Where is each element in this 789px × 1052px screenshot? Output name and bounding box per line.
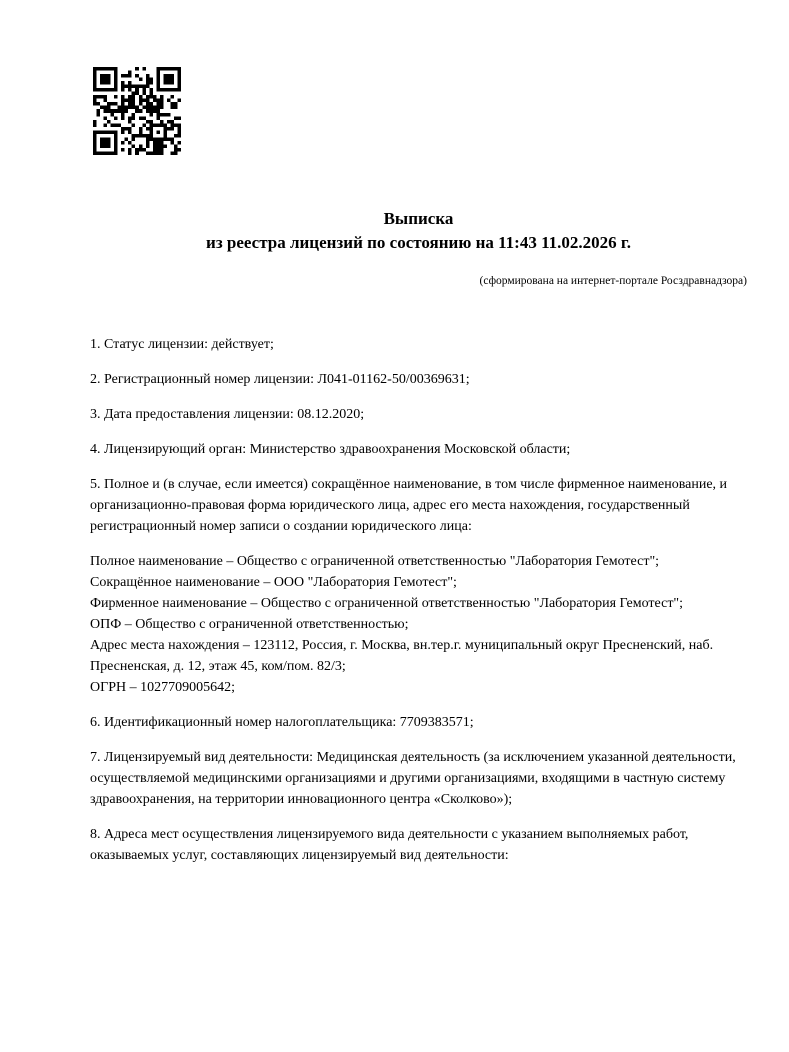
- entity-brand-name: Фирменное наименование – Общество с ограниченной ответственностью "Лаборатория Гемотест";: [90, 596, 684, 611]
- paragraph-activity-addresses: 8. Адреса мест осуществления лицензируемого вида деятельности с указанием выполняемых работ, оказываемых услуг, составляющих лицензируемый вид деятельности:: [90, 827, 689, 863]
- entity-details-block: [90, 551, 747, 698]
- generated-note: (сформирована на интернет-портале Росздравнадзора): [479, 275, 747, 287]
- paragraph-activity-type: 7. Лицензируемый вид деятельности: Медицинская деятельность (за исключением указанной деятельности, осуществляемой медицинскими организациями и другими организациями, входящими в частную систему здравоохранения, на территории инновационного центра «Сколково»);: [90, 750, 736, 807]
- entity-address: Адрес места нахождения – 123112, Россия, г. Москва, вн.тер.г. муниципальный округ Пресненский, наб. Пресненская, д. 12, этаж 45, ком/пом. 82/3;: [90, 638, 714, 674]
- entity-ogrn: ОГРН – 1027709005642;: [90, 680, 235, 695]
- title-line-2: из реестра лицензий по состоянию на 11:43 11.02.2026 г.: [206, 233, 631, 252]
- qr-code-icon: [93, 67, 181, 155]
- paragraph-registration-number: 2. Регистрационный номер лицензии: Л041-01162-50/00369631;: [90, 372, 470, 387]
- title-line-1: Выписка: [383, 209, 454, 228]
- paragraph-licensing-authority: 4. Лицензирующий орган: Министерство здравоохранения Московской области;: [90, 442, 571, 457]
- entity-short-name: Сокращённое наименование – ООО "Лаборатория Гемотест";: [90, 575, 457, 590]
- paragraph-entity-intro: 5. Полное и (в случае, если имеется) сокращённое наименование, в том числе фирменное наименование, и организационно-правовая форма юридического лица, адрес его места нахождения, государственный регистрационный номер записи о создании юридического лица:: [90, 477, 728, 534]
- paragraph-license-date: 3. Дата предоставления лицензии: 08.12.2020;: [90, 407, 365, 422]
- document-body: [90, 334, 747, 880]
- document-title: [90, 207, 747, 255]
- paragraph-license-status: 1. Статус лицензии: действует;: [90, 337, 274, 352]
- entity-full-name: Полное наименование – Общество с ограниченной ответственностью "Лаборатория Гемотест";: [90, 554, 660, 569]
- paragraph-inn: 6. Идентификационный номер налогоплательщика: 7709383571;: [90, 715, 474, 730]
- document-header: [90, 207, 747, 288]
- entity-legal-form: ОПФ – Общество с ограниченной ответственностью;: [90, 617, 409, 632]
